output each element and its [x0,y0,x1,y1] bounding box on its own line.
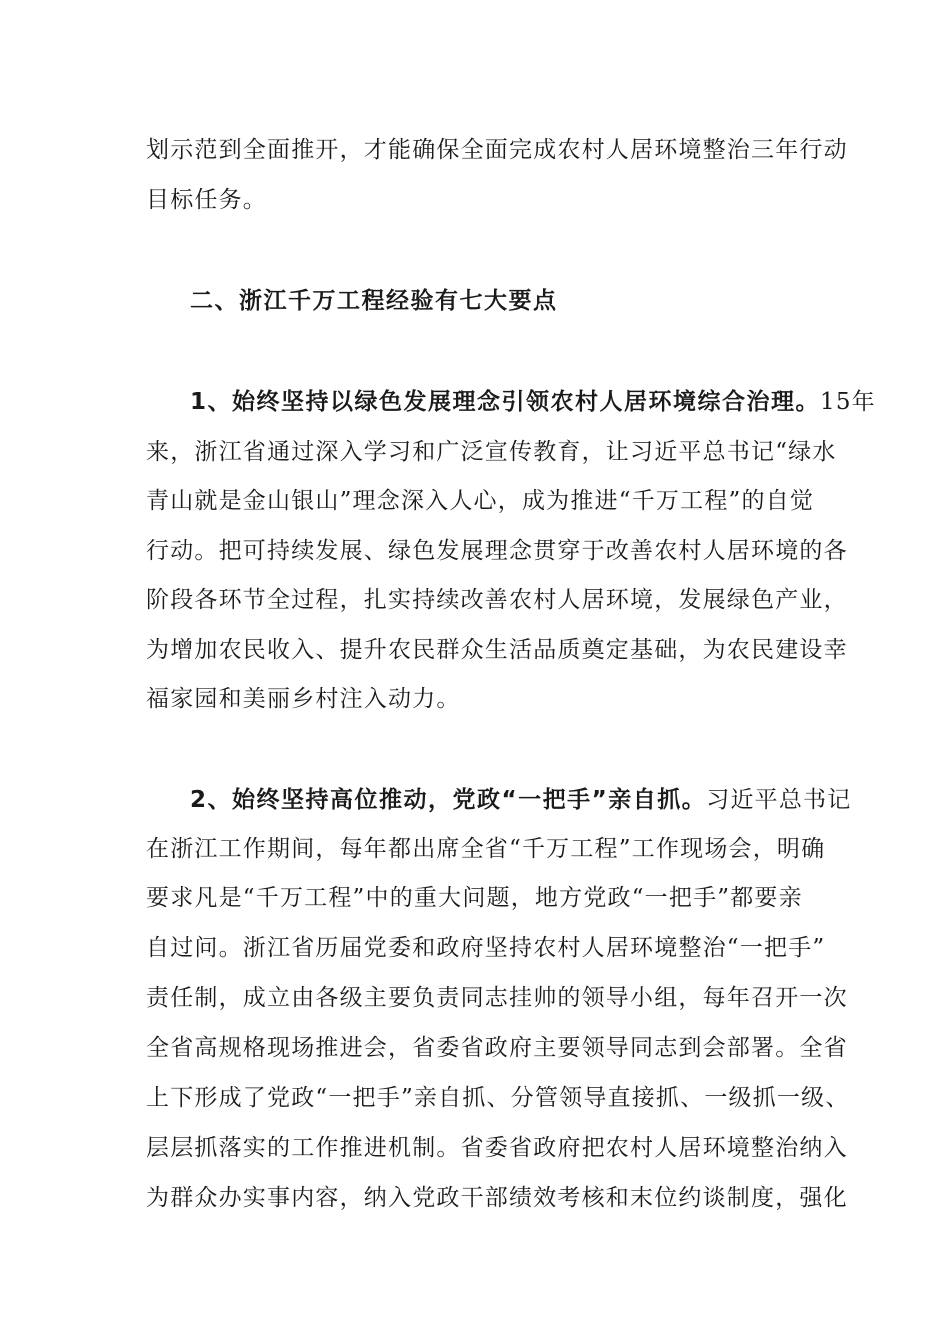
point2-line-6: 全省高规格现场推进会，省委省政府主要领导同志到会部署。全省 [146,1035,848,1061]
point1-line-4: 行动。把可持续发展、绿色发展理念贯穿于改善农村人居环境的各 [146,538,848,564]
point1-line-2: 来，浙江省通过深入学习和广泛宣传教育，让习近平总书记“绿水 [146,439,837,465]
point2-line-4: 自过问。浙江省历届党委和政府坚持农村人居环境整治“一把手” [146,935,826,961]
point2-line-2: 在浙江工作期间，每年都出席全省“千万工程”工作现场会，明确 [146,836,826,862]
point2-line-1 [190,785,855,815]
point1-heading: 1、始终坚持以绿色发展理念引领农村人居环境综合治理。 [190,389,821,415]
section-heading: 二、浙江千万工程经验有七大要点 [190,288,558,314]
point2-line-5: 责任制，成立由各级主要负责同志挂帅的领导小组，每年召开一次 [146,985,848,1011]
intro-line-2: 目标任务。 [146,187,267,213]
point1-line-5: 阶段各环节全过程，扎实持续改善农村人居环境，发展绿色产业， [146,587,848,613]
point2-line-3: 要求凡是“千万工程”中的重大问题，地方党政“一把手”都要亲 [146,885,803,911]
point2-heading: 2、始终坚持高位推动，党政“一把手”亲自抓。 [190,787,707,813]
point1-line-1-rest: 15年 [820,389,876,415]
point1-line-3: 青山就是金山银山”理念深入人心，成为推进“千万工程”的自觉 [146,488,815,514]
point1-line-1 [190,387,876,417]
point2-line-9: 为群众办实事内容，纳入党政干部绩效考核和末位约谈制度，强化 [146,1185,848,1211]
point1-line-6: 为增加农民收入、提升农民群众生活品质奠定基础，为农民建设幸 [146,637,848,663]
intro-line-1: 划示范到全面推开，才能确保全面完成农村人居环境整治三年行动 [146,137,848,163]
point1-line-7: 福家园和美丽乡村注入动力。 [146,686,461,712]
point2-line-1-rest: 习近平总书记 [706,787,852,813]
point2-line-7: 上下形成了党政“一把手”亲自抓、分管领导直接抓、一级抓一级、 [146,1085,850,1111]
point2-line-8: 层层抓落实的工作推进机制。省委省政府把农村人居环境整治纳入 [146,1135,848,1161]
